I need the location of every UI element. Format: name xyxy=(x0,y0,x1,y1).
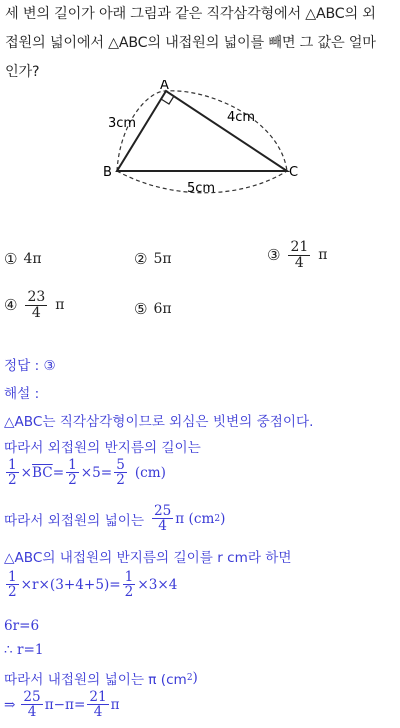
answer-choices xyxy=(4,240,396,330)
choice-1[interactable] xyxy=(4,250,42,268)
solution-line-9 xyxy=(4,668,198,688)
text: 따라서 내접원의 넓이는 π (cm xyxy=(4,672,187,688)
close-paren: ) xyxy=(192,670,198,686)
numerator: 21 xyxy=(290,239,309,255)
expr: ×3×4 xyxy=(137,576,178,593)
superscript: 2 xyxy=(214,513,221,524)
solution-line-3 xyxy=(4,458,166,488)
denominator: 4 xyxy=(294,254,304,271)
side-bc-label: 5cm xyxy=(187,181,216,195)
numerator: 1 xyxy=(8,457,17,473)
segment-bc: $\overline{BC}$ xyxy=(32,464,53,481)
numerator: 1 xyxy=(68,457,77,473)
denominator: 4 xyxy=(158,518,167,535)
question-line-2: 접원의 넓이에서 △ABC의 내접원의 넓이를 빼면 그 값은 얼마 xyxy=(5,35,376,51)
vertex-a-label: A xyxy=(160,80,169,93)
pi: π xyxy=(110,696,120,713)
choice-number: ② xyxy=(134,250,148,268)
solution-line-7: 6r=6 xyxy=(4,618,40,634)
solution-line-6 xyxy=(4,570,177,600)
solution-heading: 해설 : xyxy=(4,386,40,402)
triangle-abc xyxy=(117,91,287,171)
question-line-3: 인가? xyxy=(5,64,40,80)
choice-2[interactable] xyxy=(134,250,172,268)
numerator: 1 xyxy=(124,569,134,585)
numerator: 25 xyxy=(23,689,41,705)
choice-4[interactable] xyxy=(4,290,64,320)
close-paren: ) xyxy=(220,510,226,527)
denominator: 4 xyxy=(93,704,103,721)
expr: π−π= xyxy=(44,696,86,713)
times-sign: × xyxy=(20,464,33,481)
choice-value: π xyxy=(318,247,328,264)
solution-line-8: ∴ r=1 xyxy=(4,642,44,658)
numerator: 25 xyxy=(153,503,172,519)
text: 따라서 외접원의 넓이는 xyxy=(4,512,144,529)
choice-value: 5π xyxy=(153,251,172,267)
numerator: 5 xyxy=(116,457,125,473)
denominator: 4 xyxy=(31,304,41,321)
choice-number: ⑤ xyxy=(134,300,148,318)
vertex-c-label: C xyxy=(289,165,299,180)
equals-sign: = xyxy=(52,464,65,481)
numerator: 21 xyxy=(89,689,107,705)
solution-line-2: 따라서 외접원의 반지름의 길이는 xyxy=(4,440,201,456)
choice-5[interactable] xyxy=(134,300,172,318)
fraction xyxy=(25,290,47,320)
vertex-b-label: B xyxy=(103,165,112,180)
denominator: 2 xyxy=(68,472,77,489)
numerator: 23 xyxy=(27,289,46,305)
denominator: 2 xyxy=(124,584,134,601)
choice-value: 4π xyxy=(23,251,42,267)
question-text xyxy=(5,0,397,87)
side-ac-label: 4cm xyxy=(227,110,256,125)
solution-line-5: △ABC의 내접원의 반지름의 길이를 r cm라 하면 xyxy=(4,550,292,566)
choice-number: ④ xyxy=(4,296,18,315)
answer-line: 정답 : ③ xyxy=(4,358,56,374)
triangle-figure xyxy=(100,80,310,195)
implies-arrow: ⇒ xyxy=(4,696,16,713)
side-ab-label: 3cm xyxy=(108,116,137,131)
choice-value: 6π xyxy=(153,301,172,317)
solution-line-1: △ABC는 직각삼각형이므로 외심은 빗변의 중점이다. xyxy=(4,414,314,430)
question-line-1: 세 변의 길이가 아래 그림과 같은 직각삼각형에서 △ABC의 외 xyxy=(5,6,376,22)
denominator: 4 xyxy=(27,704,37,721)
choice-number: ③ xyxy=(267,246,281,265)
choice-3[interactable] xyxy=(267,240,327,270)
superscript: 2 xyxy=(186,673,193,683)
unit: π (cm xyxy=(175,510,215,527)
fraction xyxy=(288,240,310,270)
expr: ×r×(3+4+5)= xyxy=(20,576,121,593)
choice-number: ① xyxy=(4,250,18,268)
unit: (cm) xyxy=(134,464,166,481)
denominator: 2 xyxy=(8,584,17,601)
expr: ×5= xyxy=(80,464,113,481)
choice-value: π xyxy=(55,297,65,314)
numerator: 1 xyxy=(8,569,17,585)
solution-line-10 xyxy=(4,690,120,720)
denominator: 2 xyxy=(116,472,125,489)
solution-line-4 xyxy=(4,504,225,534)
denominator: 2 xyxy=(8,472,17,489)
